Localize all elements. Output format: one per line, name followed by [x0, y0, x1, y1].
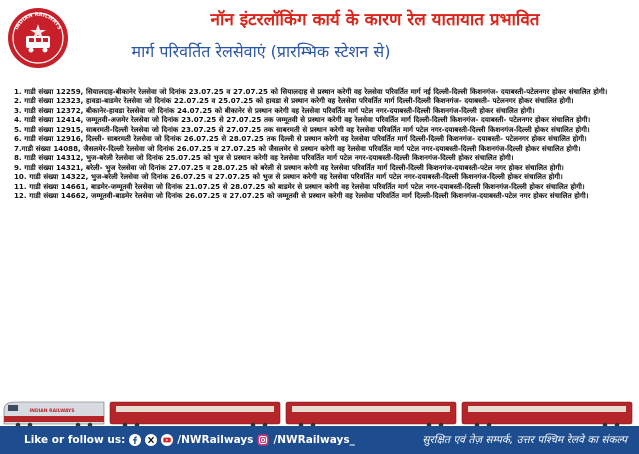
- footer-slogan: सुरक्षित एवं तेज़ सम्पर्क, उत्तर पश्चिम रेलवे का संकल्प: [422, 434, 627, 446]
- notice-item: 5. गाडी संख्या 12915, साबरमती-दिल्ली रेलसेवा जो दिनांक 23.07.25 से 27.07.25 तक साबरमती से प्रस्थान करेगी वह रेलसेवा परिवर्तित मार्ग पटेल नगर-दयाबस्ती-दिल्ली किशनगंज-दिल्ली होकर संचालित होगी।: [14, 124, 590, 134]
- train-illustration: [0, 396, 639, 430]
- locomotive: [4, 402, 104, 427]
- page-title: नॉन इंटरलॉकिंग कार्य के कारण रेल यातायात प्रभावित: [210, 10, 540, 30]
- notice-item: 8. गाडी संख्या 14312, भुज-बरेली रेलसेवा जो दिनांक 25.07.25 को भुज से प्रस्थान करेगी वह रेलसेवा परिवर्तित मार्ग पटेल नगर-दयाबस्ती-दिल्ली किशनगंज-दिल्ली होकर संचालित होगी।: [14, 153, 514, 163]
- notice-item: 10. गाडी संख्या 14322, भुज-बरेली रेलसेवा जो दिनांक 26.07.25 व 27.07.25 को भुज से प्रस्थान करेगी वह रेलसेवा परिवर्तित मार्ग पटेल नगर-दयाबस्ती-दिल्ली किशनगंज-दिल्ली होकर संचालित होगी।: [14, 172, 563, 182]
- locomotive-label: INDIAN RAILWAYS: [29, 409, 75, 414]
- follow-label: Like or follow us:: [24, 434, 126, 446]
- notice-item: 11. गाडी संख्या 14661, बाडमेर-जम्मूतवी रेलसेवा जो दिनांक 21.07.25 से 28.07.25 को बाडमेर से प्रस्थान करेगी वह रेलसेवा परिवर्तित मार्ग पटेल नगर-दयाबस्ती-दिल्ली किशनगंज-दिल्ली होकर संचालित होगी।: [14, 181, 585, 191]
- handle-nwrailways-instagram[interactable]: /NWRailways_: [273, 434, 355, 446]
- facebook-icon[interactable]: [129, 434, 141, 446]
- notice-item: 3. गाडी संख्या 12372, बीकानेर-हावडा रेलसेवा जो दिनांक 24.07.25 को बीकानेर से प्रस्थान करेगी वह रेलसेवा परिवर्तित मार्ग पटेल नगर-दयाबस्ती-दिल्ली किशनगंज-दिल्ली होकर संचालित होगी।: [14, 105, 535, 115]
- handle-nwrailways[interactable]: /NWRailways: [177, 434, 254, 446]
- notice-item: 12. गाडी संख्या 14662, जम्मूतवी-बाडमेर रेलसेवा जो दिनांक 26.07.25 व 27.07.25 को जम्मूतवी से प्रस्थान करेगी वह रेलसेवा परिवर्तित मार्ग दिल्ली-दिल्ली किशनगंज-दयाबस्ती-पटेल नगर होकर संचालित होगी।: [14, 190, 589, 200]
- logo-text: INDIAN RAILWAYS: [13, 11, 63, 31]
- coach: [110, 402, 280, 427]
- youtube-icon[interactable]: [161, 434, 173, 446]
- x-icon[interactable]: [145, 434, 157, 446]
- indian-railways-logo: [6, 6, 70, 70]
- notice-item: 1. गाडी संख्या 12259, सियालदाह-बीकानेर रेलसेवा जो दिनांक 23.07.25 व 27.07.25 को सियालदाह से प्रस्थान करेगी वह रेलसेवा परिवर्तित मार्ग नई दिल्ली-दिल्ली किशनगंज- दयाबस्ती-पटेलनगर होकर संचालित होगी।: [14, 87, 608, 96]
- coach: [286, 402, 456, 427]
- social-links: [24, 426, 355, 454]
- notice-item: 4. गाडी संख्या 12414, जम्मूतवी-अजमेर रेलसेवा जो दिनांक 23.07.25 से 27.07.25 तक जम्मूतवी से प्रस्थान करेगी वह रेलसेवा परिवर्तित मार्ग दिल्ली-दिल्ली किशनगंज- दयाबस्ती- पटेलनगर होकर संचालित होगी।: [14, 115, 591, 125]
- notice-item: 2. गाडी संख्या 12323, हावडा-बाडमेर रेलसेवा जो दिनांक 22.07.25 व 25.07.25 को हावडा से प्रस्थान करेगी वह रेलसेवा परिवर्तित मार्ग दिल्ली-दिल्ली किशनगंज- दयाबस्ती- पटेलनगर होकर संचालित होगी।: [14, 96, 574, 106]
- notice-list: [14, 88, 630, 201]
- footer-bar: [0, 426, 639, 454]
- notice-item: 6. गाडी संख्या 12916, दिल्ली- साबरमती रेलसेवा जो दिनांक 26.07.25 से 28.07.25 तक दिल्ली से प्रस्थान करेगी वह रेलसेवा परिवर्तित मार्ग दिल्ली-दिल्ली किशनगंज- दयाबस्ती- पटेलनगर होकर संचालित होगी।: [14, 134, 587, 144]
- instagram-icon[interactable]: [257, 434, 269, 446]
- notice-item: 7.गाडी संख्या 14088, जैसलमेर-दिल्ली रेलसेवा जो दिनांक 26.07.25 व 27.07.25 को जैसलमेर से प्रस्थान करेगी वह रेलसेवा परिवर्तित मार्ग पटेल नगर-दयाबस्ती-दिल्ली किशनगंज-दिल्ली होकर संचालित होगी।: [14, 143, 581, 153]
- coach: [462, 402, 632, 427]
- notice-item: 9. गाडी संख्या 14321, बरेली- भुज रेलसेवा जो दिनांक 27.07.25 व 28.07.25 को बरेली से प्रस्थान करेगी वह रेलसेवा परिवर्तित मार्ग दिल्ली-दिल्ली किशनगंज-दयाबस्ती-पटेल नगर होकर संचालित होगी।: [14, 162, 564, 172]
- page-subtitle: मार्ग परिवर्तित रेलसेवाएं (प्रारम्भिक स्टेशन से): [131, 42, 391, 61]
